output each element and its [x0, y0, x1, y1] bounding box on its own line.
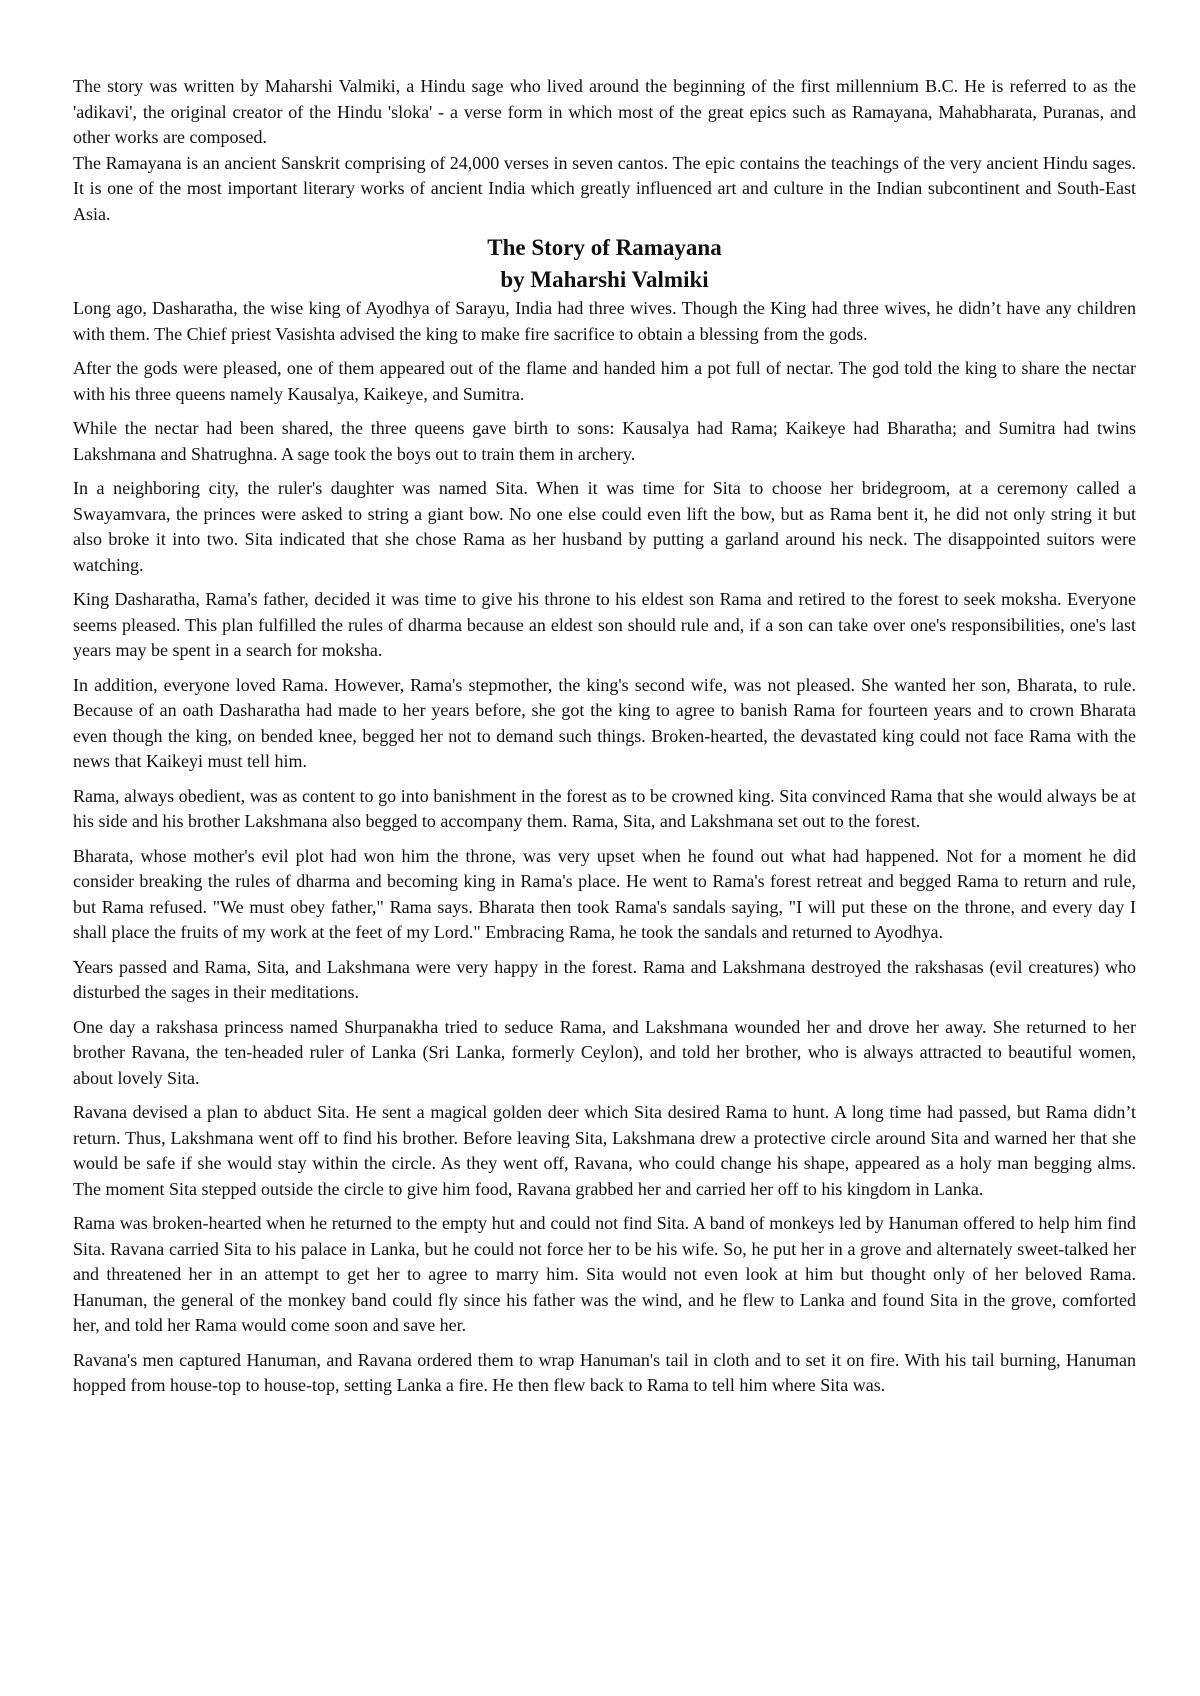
document-page — [73, 74, 1136, 1408]
story-body — [73, 296, 1136, 1399]
story-paragraph: Ravana devised a plan to abduct Sita. He sent a magical golden deer which Sita desired Rama to hunt. A long time had passed, but Rama didn’t return. Thus, Lakshmana went off to find his brother. Before leaving Sita, Lakshmana drew a protective circle around Sita and warned her that she would be safe if she would stay within the circle. As they went off, Ravana, who could change his shape, appeared as a holy man begging alms. The moment Sita stepped outside the circle to give him food, Ravana grabbed her and carried her off to his kingdom in Lanka. — [73, 1102, 1136, 1199]
title-block — [73, 232, 1136, 296]
intro-section — [73, 74, 1136, 227]
story-paragraph: King Dasharatha, Rama's father, decided it was time to give his throne to his eldest son Rama and retired to the forest to seek moksha. Everyone seems pleased. This plan fulfilled the rules of dharma because an eldest son should rule and, if a son can take over one's responsibilities, one's last years may be spent in a search for moksha. — [73, 589, 1136, 660]
intro-paragraph: The story was written by Maharshi Valmiki, a Hindu sage who lived around the beginning of the first millennium B.C. He is referred to as the 'adikavi', the original creator of the Hindu 'sloka' - a verse form in which most of the great epics such as Ramayana, Mahabharata, Puranas, and other works are composed. — [73, 76, 1136, 147]
story-paragraph: Rama, always obedient, was as content to go into banishment in the forest as to be crowned king. Sita convinced Rama that she would always be at his side and his brother Lakshmana also begged to accompany them. Rama, Sita, and Lakshmana set out to the forest. — [73, 785, 1136, 831]
story-paragraph: Rama was broken-hearted when he returned to the empty hut and could not find Sita. A band of monkeys led by Hanuman offered to help him find Sita. Ravana carried Sita to his palace in Lanka, but he could not force her to be his wife. So, he put her in a grove and alternately sweet-talked her and threatened her in an attempt to get her to agree to marry him. Sita would not even look at him but thought only of her beloved Rama. Hanuman, the general of the monkey band could fly since his father was the wind, and he flew to Lanka and found Sita in the grove, comforted her, and told her Rama would come soon and save her. — [73, 1213, 1136, 1335]
story-paragraph: One day a rakshasa princess named Shurpanakha tried to seduce Rama, and Lakshmana wounded her and drove her away. She returned to her brother Ravana, the ten-headed ruler of Lanka (Sri Lanka, formerly Ceylon), and told her brother, who is always attracted to beautiful women, about lovely Sita. — [73, 1016, 1136, 1088]
story-paragraph: Bharata, whose mother's evil plot had won him the throne, was very upset when he found out what had happened. Not for a moment he did consider breaking the rules of dharma and becoming king in Rama's place. He went to Rama's forest retreat and begged Rama to return and rule, but Rama refused. "We must obey father," Rama says. Bharata then took Rama's sandals saying, "I will put these on the throne, and every day I shall place the fruits of my work at the feet of my Lord." Embracing Rama, he took the sandals and returned to Ayodhya. — [73, 845, 1136, 942]
story-paragraph: Ravana's men captured Hanuman, and Ravana ordered them to wrap Hanuman's tail in cloth and to set it on fire. With his tail burning, Hanuman hopped from house-top to house-top, setting Lanka a fire. He then flew back to Rama to tell him where Sita was. — [73, 1349, 1136, 1395]
story-paragraph: After the gods were pleased, one of them appeared out of the flame and handed him a pot full of nectar. The god told the king to share the nectar with his three queens namely Kausalya, Kaikeye, and Sumitra. — [73, 358, 1136, 404]
story-paragraph: Years passed and Rama, Sita, and Lakshmana were very happy in the forest. Rama and Lakshmana destroyed the rakshasas (evil creatures) who disturbed the sages in their meditations. — [73, 956, 1136, 1002]
document-title: The Story of Ramayana — [487, 235, 722, 260]
story-paragraph: Long ago, Dasharatha, the wise king of Ayodhya of Sarayu, India had three wives. Though the King had three wives, he didn’t have any children with them. The Chief priest Vasishta advised the king to make fire sacrifice to obtain a blessing from the gods. — [73, 298, 1136, 344]
story-paragraph: In a neighboring city, the ruler's daughter was named Sita. When it was time for Sita to choose her bridegroom, at a ceremony called a Swayamvara, the princes were asked to string a giant bow. No one else could even lift the bow, but as Rama bent it, he did not only string it but also broke it into two. Sita indicated that she chose Rama as her husband by putting a garland around his neck. The disappointed suitors were watching. — [73, 478, 1136, 575]
document-byline: by Maharshi Valmiki — [500, 267, 709, 292]
story-paragraph: While the nectar had been shared, the three queens gave birth to sons: Kausalya had Rama; Kaikeye had Bharatha; and Sumitra had twins Lakshmana and Shatrughna. A sage took the boys out to train them in archery. — [73, 418, 1136, 464]
intro-paragraph: The Ramayana is an ancient Sanskrit comprising of 24,000 verses in seven cantos. The epic contains the teachings of the very ancient Hindu sages. It is one of the most important literary works of ancient India which greatly influenced art and culture in the Indian subcontinent and South-East Asia. — [73, 152, 1136, 224]
story-paragraph: In addition, everyone loved Rama. However, Rama's stepmother, the king's second wife, was not pleased. She wanted her son, Bharata, to rule. Because of an oath Dasharatha had made to her years before, she got the king to agree to banish Rama for fourteen years and to crown Bharata even though the king, on bended knee, begged her not to demand such things. Broken-hearted, the devastated king could not face Rama with the news that Kaikeyi must tell him. — [73, 674, 1136, 771]
